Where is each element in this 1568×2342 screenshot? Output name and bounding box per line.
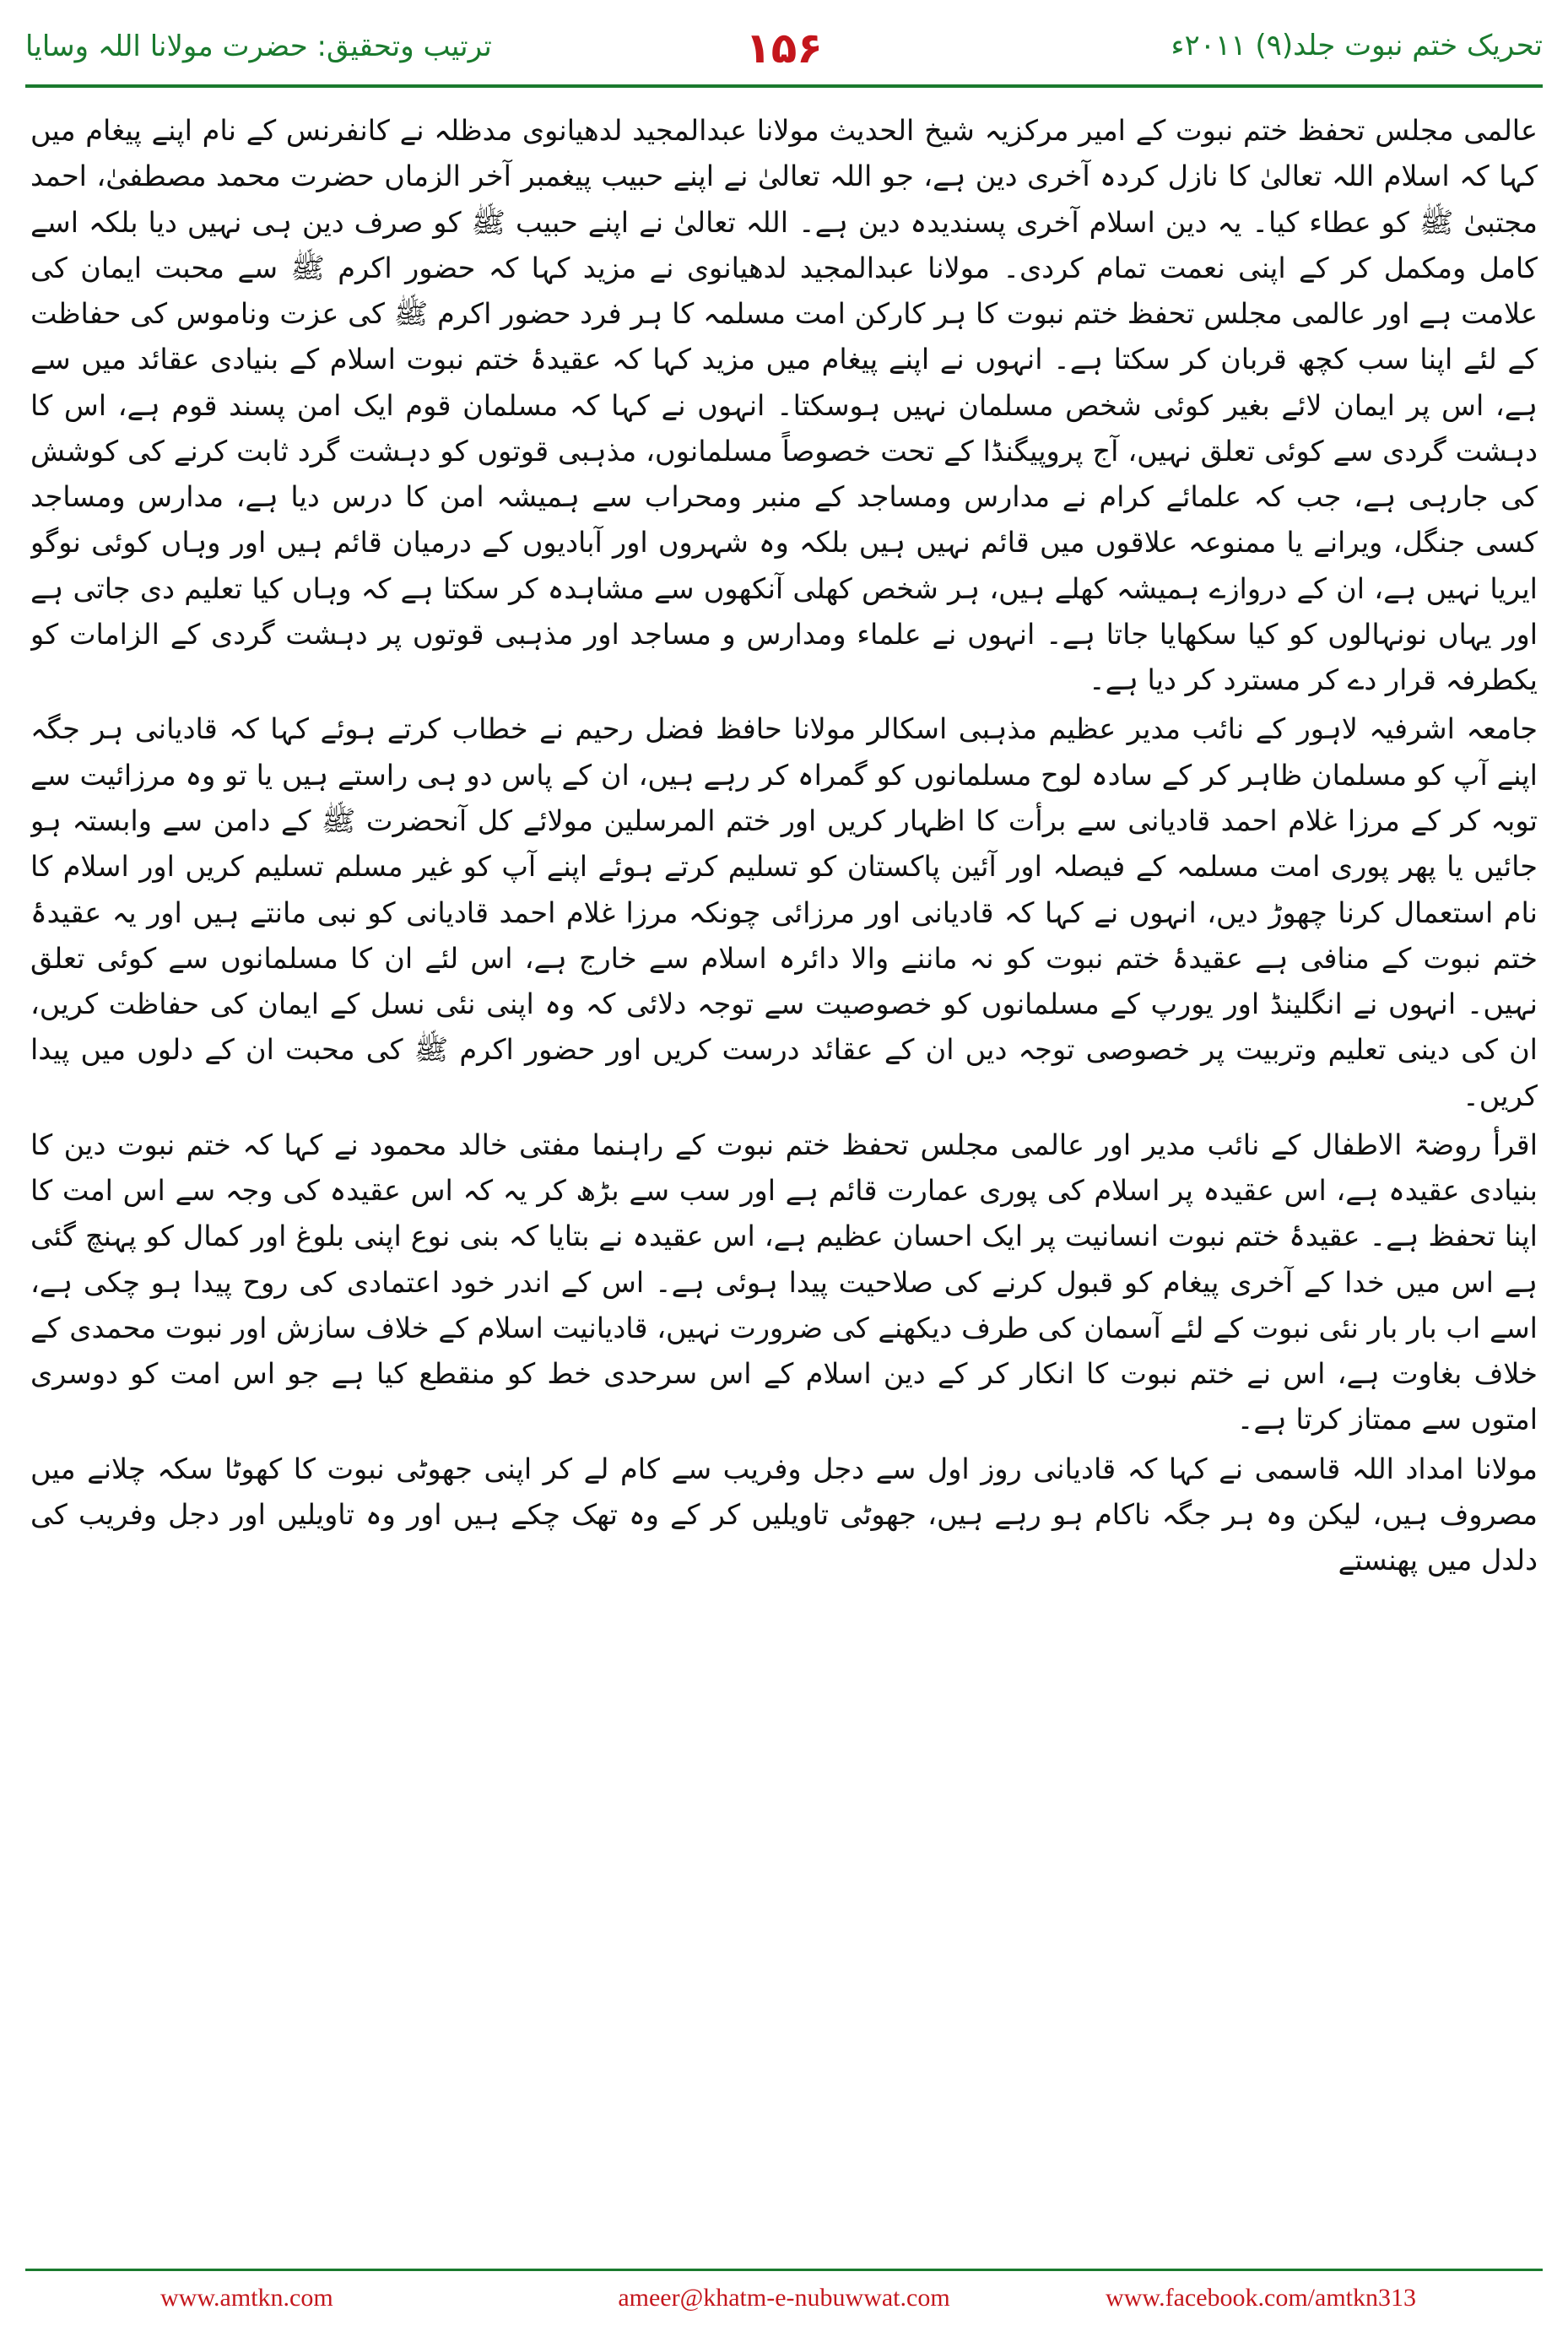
book-title: تحریک ختم نبوت جلد(۹) ۲۰۱۱ء [1171,29,1543,62]
page-number: ۱۵۶ [745,24,823,73]
website-link[interactable]: www.amtkn.com [160,2284,333,2312]
page-header [25,24,1543,78]
email-link[interactable]: ameer@khatm-e-nubuwwat.com [618,2284,950,2312]
page-footer [25,2279,1543,2321]
footer-divider [25,2269,1543,2271]
page-body [30,108,1538,2235]
header-divider [25,84,1543,88]
paragraph-4: مولانا امداد اللہ قاسمی نے کہا کہ قادیانی روز اول سے دجل وفریب سے کام لے کر اپنی جھوٹی نبوت کا کھوٹا سکہ چلانے میں مصروف ہیں، لیکن وہ ہر جگہ ناکام ہو رہے ہیں، جھوٹی تاویلیں کر کے وہ تھک چکے ہیں اور وہ تاویلیں اور دجل وفریب کی دلدل میں پھنستے [30,1452,1538,1577]
compiler-credit: ترتیب وتحقیق: حضرت مولانا اللہ وسایا [25,30,492,63]
paragraph-3: اقرأ روضۃ الاطفال کے نائب مدیر اور عالمی مجلس تحفظ ختم نبوت کے راہنما مفتی خالد محمود نے کہا کہ ختم نبوت دین کا بنیادی عقیدہ ہے، اس عقیدہ پر اسلام کی پوری عمارت قائم ہے اور سب سے بڑھ کر یہ کہ اس عقیدہ کی وجہ سے اس امت کا اپنا تحفظ ہے۔ عقیدۂ ختم نبوت انسانیت پر ایک احسان عظیم ہے، اس عقیدہ نے بتایا کہ بنی نوع اپنی بلوغ اور کمال کو پہنچ گئی ہے اس میں خدا کے آخری پیغام کو قبول کرنے کی صلاحیت پیدا ہوئی ہے۔ اس کے اندر خود اعتمادی کی روح پیدا ہو چکی ہے، اسے اب بار بار نئی نبوت کے لئے آسمان کی طرف دیکھنے کی ضرورت نہیں، قادیانیت اسلام کے خلاف سازش اور نبوت محمدی کے خلاف بغاوت ہے، اس نے ختم نبوت کا انکار کر کے دین اسلام کے اس سرحدی خط کو منقطع کیا ہے جو اس امت کو دوسری امتوں سے ممتاز کرتا ہے۔ [30,1128,1538,1436]
facebook-link[interactable]: www.facebook.com/amtkn313 [1106,2284,1416,2312]
paragraph-2: جامعہ اشرفیہ لاہور کے نائب مدیر عظیم مذہبی اسکالر مولانا حافظ فضل رحیم نے خطاب کرتے ہوئے کہا کہ قادیانی ہر جگہ اپنے آپ کو مسلمان ظاہر کر کے سادہ لوح مسلمانوں کو گمراہ کر رہے ہیں، ان کے پاس دو ہی راستے ہیں یا تو وہ مرزائیت سے توبہ کر کے مرزا غلام احمد قادیانی سے برأت کا اظہار کریں اور ختم المرسلین مولائے کل آنحضرت ﷺ کے دامن سے وابستہ ہو جائیں یا پھر پوری امت مسلمہ کے فیصلہ اور آئین پاکستان کو تسلیم کرتے ہوئے اپنے آپ کو غیر مسلم تسلیم کریں اور اسلام کا نام استعمال کرنا چھوڑ دیں، انہوں نے کہا کہ قادیانی اور مرزائی چونکہ مرزا غلام احمد قادیانی کو نبی مانتے ہیں اور یہ عقیدۂ ختم نبوت کے منافی ہے عقیدۂ ختم نبوت کو نہ ماننے والا دائرہ اسلام سے خارج ہے، اس لئے ان کا مسلمانوں سے کوئی تعلق نہیں۔ انہوں نے انگلینڈ اور یورپ کے مسلمانوں کو خصوصیت سے توجہ دلائی کہ وہ اپنی نئی نسل کے ایمان کی حفاظت کریں، ان کی دینی تعلیم وتربیت پر خصوصی توجہ دیں ان کے عقائد درست کریں اور حضور اکرم ﷺ کی محبت ان کے دلوں میں پیدا کریں۔ [30,712,1538,1112]
paragraph-1: عالمی مجلس تحفظ ختم نبوت کے امیر مرکزیہ شیخ الحدیث مولانا عبدالمجید لدھیانوی مدظلہ نے کانفرنس کے نام اپنے پیغام میں کہا کہ اسلام اللہ تعالیٰ کا نازل کردہ آخری دین ہے، جو اللہ تعالیٰ نے اپنے حبیب پیغمبر آخر الزماں حضرت محمد مصطفیٰ، احمد مجتبیٰ ﷺ کو عطاء کیا۔ یہ دین اسلام آخری پسندیدہ دین ہے۔ اللہ تعالیٰ نے اپنے حبیب ﷺ کو صرف دین ہی نہیں دیا بلکہ اسے کامل ومکمل کر کے اپنی نعمت تمام کردی۔ مولانا عبدالمجید لدھیانوی نے مزید کہا کہ حضور اکرم ﷺ سے محبت ایمان کی علامت ہے اور عالمی مجلس تحفظ ختم نبوت کا ہر کارکن امت مسلمہ کا ہر فرد حضور اکرم ﷺ کی عزت وناموس کی حفاظت کے لئے اپنا سب کچھ قربان کر سکتا ہے۔ انہوں نے اپنے پیغام میں مزید کہا کہ عقیدۂ ختم نبوت اسلام کے بنیادی عقائد میں سے ہے، اس پر ایمان لائے بغیر کوئی شخص مسلمان نہیں ہوسکتا۔ انہوں نے کہا کہ مسلمان قوم ایک امن پسند قوم ہے، اس کا دہشت گردی سے کوئی تعلق نہیں، آج پروپیگنڈا کے تحت خصوصاً مسلمانوں، مذہبی قوتوں کو دہشت گرد ثابت کرنے کی کوشش کی جارہی ہے، جب کہ علمائے کرام نے مدارس ومساجد کے منبر ومحراب سے ہمیشہ امن کا درس دیا ہے، مدارس ومساجد کسی جنگل، ویرانے یا ممنوعہ علاقوں میں قائم نہیں ہیں بلکہ وہ شہروں اور آبادیوں کے درمیان قائم ہیں اور وہاں کوئی نوگو ایریا نہیں ہے، ان کے دروازے ہمیشہ کھلے ہیں، ہر شخص کھلی آنکھوں سے مشاہدہ کر سکتا ہے کہ وہاں کیا تعلیم دی جاتی ہے اور یہاں نونہالوں کو کیا سکھایا جاتا ہے۔ انہوں نے علماء ومدارس و مساجد اور مذہبی قوتوں پر دہشت گردی کے الزامات کو یکطرفہ قرار دے کر مسترد کر دیا ہے۔ [30,114,1538,697]
